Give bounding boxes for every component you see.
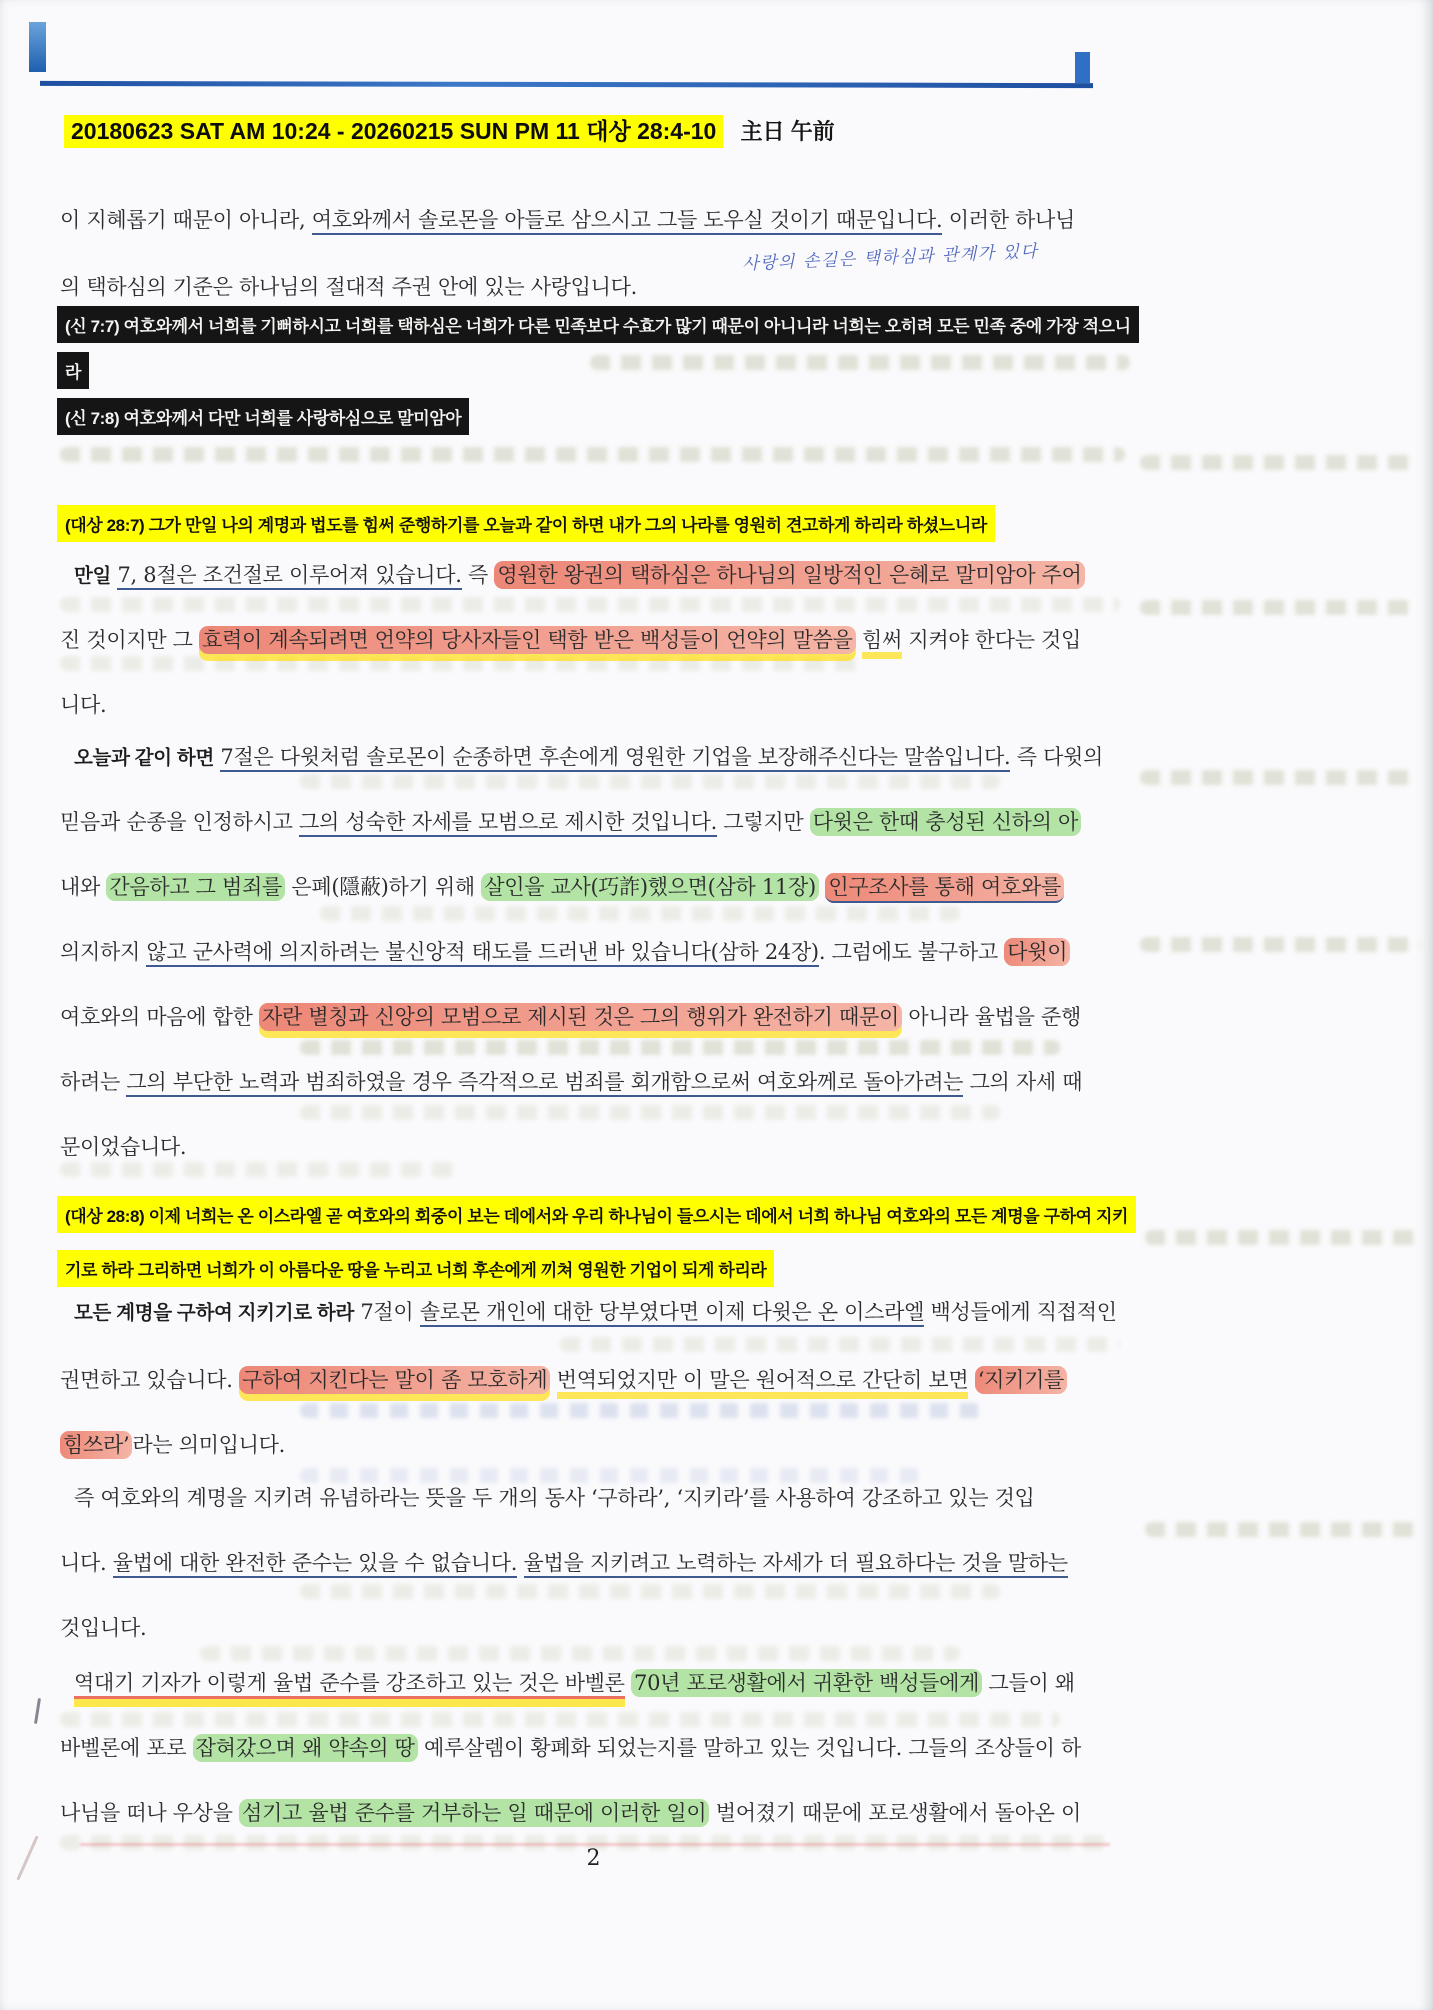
- text-segment: 아니라 율법을 준행: [901, 1005, 1081, 1029]
- paragraph-d-line-3: [60, 1430, 285, 1460]
- text-segment: 니다.: [60, 693, 107, 717]
- paragraph-e-line-2: [60, 1548, 1068, 1578]
- text-segment: 번역되었지만 이 말은 원어적으로 간단히 보면: [556, 1368, 969, 1392]
- text-segment: 문이었습니다.: [60, 1135, 187, 1159]
- text-segment: [550, 1368, 556, 1392]
- text-segment: 즉 다윗의: [1010, 745, 1104, 769]
- page-number: 2: [586, 1846, 601, 1871]
- bleed-through-ghost-text: [300, 1403, 990, 1418]
- text-segment: 역대기 기자가 이렇게 율법 준수를 강조하고 있는 것은 바벨론: [74, 1671, 625, 1699]
- text-segment: 잡혀갔으며 왜 약속의 땅: [193, 1734, 418, 1762]
- bleed-through-ghost-text: [320, 906, 960, 921]
- text-segment: 7절은 다윗처럼 솔로몬이 순종하면 후손에게 영원한 기업을 보장해주신다는 말씀입니다.: [220, 745, 1010, 772]
- text-segment: ‘지키기를: [975, 1366, 1067, 1394]
- handwritten-note: [742, 237, 1039, 275]
- text-segment: 내와: [60, 875, 107, 899]
- bleed-through-ghost-text: [1140, 600, 1415, 615]
- verse-1chr-28-7: [57, 505, 995, 542]
- text-segment: 의 택하심의 기준은 하나님의 절대적 주권 안에 있는 사랑입니다.: [60, 275, 638, 299]
- text-segment: 은폐(隱蔽)하기 위해: [285, 875, 482, 899]
- text-segment: 만일: [74, 565, 112, 587]
- text-segment: 모든 계명을 구하여 지키기로 하라: [74, 1302, 354, 1324]
- bleed-through-ghost-text: [1140, 770, 1415, 785]
- text-segment: 하려는: [60, 1070, 127, 1094]
- paragraph-c-line-7: [60, 1132, 186, 1162]
- bleed-through-ghost-text: [300, 1468, 920, 1483]
- text-segment: [517, 1551, 523, 1575]
- paragraph-a-line-1: [60, 205, 1075, 235]
- bleed-through-ghost-text: [560, 1337, 1120, 1352]
- paragraph-f-line-1: [74, 1668, 1075, 1698]
- text-segment: 율법에 대한 완전한 준수는 있을 수 없습니다.: [113, 1551, 517, 1578]
- paragraph-b-line-2: [60, 625, 1081, 655]
- text-segment: 여호와께서 솔로몬을 아들로 삼으시고 그들 도우실 것이기 때문입니다.: [312, 208, 943, 235]
- text-segment: 즉: [461, 563, 495, 587]
- text-segment: 의지하지: [60, 940, 147, 964]
- scanner-blue-bar: [29, 22, 46, 72]
- text-segment: 즉 여호와의 계명을 지키려 유념하라는 뜻을 두 개의 동사 ‘구하라’, ‘지키라’를 사용하여 강조하고 있는 것입: [74, 1486, 1035, 1510]
- paragraph-f-line-2: [60, 1733, 1081, 1763]
- text-segment: 힘써: [862, 628, 903, 652]
- text-segment: 그의 성숙한 자세를 모범으로 제시한 것입니다.: [299, 810, 717, 837]
- bleed-through-ghost-text: [60, 447, 1125, 462]
- text-segment: (대상 28:7) 그가 만일 나의 계명과 법도를 힘써 준행하기를 오늘과 같이 하면 내가 그의 나라를 영원히 견고하게 하리라 하셨느니라: [65, 516, 987, 535]
- paragraph-c-line-3: [60, 872, 1064, 902]
- scanner-blue-line: [40, 81, 1093, 88]
- text-segment: 이 지혜롭기 때문이 아니라,: [60, 208, 312, 232]
- paragraph-d-line-1: [74, 1297, 1117, 1327]
- header-service-label: 主日 午前: [740, 119, 835, 144]
- paragraph-e-line-1: [74, 1483, 1035, 1513]
- paragraph-b-line-1: [74, 560, 1085, 590]
- bleed-through-ghost-text: [200, 1646, 960, 1661]
- text-segment: 것입니다.: [60, 1616, 147, 1640]
- paragraph-c-line-4: [60, 937, 1070, 967]
- verse-deut-7-8: [57, 398, 469, 435]
- text-segment: 다윗이: [1004, 938, 1070, 966]
- text-segment: 니다.: [60, 1551, 113, 1575]
- text-segment: 진 것이지만 그: [60, 628, 200, 652]
- text-segment: 간음하고 그 범죄를: [106, 873, 285, 901]
- text-segment: 7절이: [354, 1300, 420, 1324]
- text-segment: 벌어졌기 때문에 포로생활에서 돌아온 이: [709, 1801, 1081, 1825]
- text-segment: 섬기고 율법 준수를 거부하는 일 때문에 이러한 일이: [239, 1799, 709, 1827]
- text-segment: 백성들에게 직접적인: [924, 1300, 1117, 1324]
- bleed-through-ghost-text: [1145, 1522, 1420, 1537]
- text-segment: 권면하고 있습니다.: [60, 1368, 240, 1392]
- text-segment: 솔로몬 개인에 대한 당부였다면 이제 다윗은 온 이스라엘: [420, 1300, 924, 1327]
- text-segment: 살인을 교사(巧詐)했으면(삼하 11장): [481, 873, 819, 901]
- bleed-through-ghost-text: [590, 355, 1130, 370]
- bleed-through-ghost-text: [60, 656, 860, 671]
- text-segment: 효력이 계속되려면 언약의 당사자들인 택함 받은 백성들이 언약의 말씀을: [199, 626, 856, 654]
- text-segment: (대상 28:8) 이제 너희는 온 이스라엘 곧 여호와의 회중이 보는 데에서와 우리 하나님이 들으시는 데에서 너희 하나님 여호와의 모든 계명을 구하여 지키: [65, 1207, 1129, 1226]
- text-segment: 사랑의 손길은 택하심과 관계가 있다: [741, 241, 1039, 275]
- text-segment: 지켜야 한다는 것입: [902, 628, 1082, 652]
- bleed-through-ghost-text: [300, 1040, 1060, 1055]
- text-segment: 기로 하라 그리하면 너희가 이 아름다운 땅을 누리고 너희 후손에게 끼쳐 영원한 기업이 되게 하리라: [65, 1261, 767, 1280]
- verse-1chr-28-8-line-2: [57, 1250, 774, 1287]
- text-segment: [968, 1368, 974, 1392]
- paragraph-c-line-1: [74, 742, 1103, 772]
- bleed-through-ghost-text: [1140, 937, 1420, 952]
- page-fold-mark: [16, 1835, 38, 1880]
- text-segment: 영원한 왕권의 택하심은 하나님의 일방적인 은혜로 말미암아 주어: [494, 561, 1084, 589]
- bleed-through-ghost-text: [300, 1105, 1000, 1120]
- paragraph-c-line-5: [60, 1002, 1081, 1032]
- text-segment: 힘쓰라’: [60, 1431, 132, 1459]
- text-segment: (신 7:8) 여호와께서 다만 너희를 사랑하심으로 말미암아: [65, 409, 462, 428]
- text-segment: 바벨론에 포로: [60, 1736, 193, 1760]
- bleed-through-ghost-text: [60, 1712, 1060, 1727]
- verse-deut-7-7: [57, 306, 1139, 343]
- scanner-blue-mark-right: [1075, 52, 1090, 83]
- paragraph-d-line-2: [60, 1365, 1067, 1395]
- paragraph-b-line-3: [60, 690, 106, 720]
- text-segment: 예루살렘이 황폐화 되었는지를 말하고 있는 것입니다. 그들의 조상들이 하: [417, 1736, 1082, 1760]
- text-segment: 오늘과 같이 하면: [74, 747, 214, 769]
- bleed-through-ghost-text: [300, 774, 1000, 789]
- verse-deut-7-7-wrap: [57, 352, 89, 389]
- text-segment: (신 7:7) 여호와께서 너희를 기뻐하시고 너희를 택하심은 너희가 다른 민족보다 수효가 많기 때문이 아니니라 너희는 오히려 모든 민족 중에 가장 적으니: [65, 317, 1131, 336]
- bleed-through-ghost-text: [60, 597, 1120, 612]
- text-segment: 그렇지만: [716, 810, 810, 834]
- text-segment: 그의 부단한 노력과 범죄하였을 경우 즉각적으로 범죄를 회개함으로써 여호와께로 돌아가려는: [126, 1070, 963, 1097]
- paragraph-e-line-3: [60, 1613, 146, 1643]
- text-segment: 다윗은 한때 충성된 신하의 아: [810, 808, 1081, 836]
- text-segment: 율법을 지키려고 노력하는 자세가 더 필요하다는 것을 말하는: [524, 1551, 1068, 1578]
- text-segment: 자란 별칭과 신앙의 모범으로 제시된 것은 그의 행위가 완전하기 때문이: [259, 1003, 902, 1031]
- text-segment: . 그럼에도 불구하고: [818, 940, 1005, 964]
- bleed-through-ghost-text: [1145, 1230, 1420, 1245]
- text-segment: 그들이 왜: [982, 1671, 1075, 1695]
- text-segment: 라: [65, 363, 82, 382]
- text-segment: 믿음과 순종을 인정하시고: [60, 810, 299, 834]
- verse-1chr-28-8-line-1: [57, 1196, 1136, 1233]
- text-segment: 라는 의미입니다.: [132, 1433, 285, 1457]
- text-segment: 구하여 지킨다는 말이 좀 모호하게: [239, 1366, 550, 1394]
- text-segment: 7, 8절은 조건절로 이루어져 있습니다.: [117, 563, 461, 590]
- paragraph-c-line-6: [60, 1067, 1082, 1097]
- header-date-range-highlight: 20180623 SAT AM 10:24 - 20260215 SUN PM 11 대상 28:4-10: [64, 115, 723, 148]
- text-segment: 그의 자세 때: [963, 1070, 1083, 1094]
- text-segment: 않고 군사력에 의지하려는 불신앙적 태도를 드러낸 바 있습니다(삼하 24장): [146, 940, 819, 967]
- paragraph-a-line-2: [60, 272, 637, 302]
- pen-mark: [34, 1698, 41, 1724]
- bleed-through-ghost-text: [60, 1162, 460, 1177]
- document-header: [64, 113, 835, 146]
- text-segment: 인구조사를 통해 여호와를: [825, 873, 1064, 903]
- text-segment: 70년 포로생활에서 귀환한 백성들에게: [631, 1669, 982, 1697]
- paragraph-f-line-3: [60, 1798, 1081, 1828]
- bleed-through-ghost-text: [1140, 455, 1415, 470]
- text-segment: 나님을 떠나 우상을: [60, 1801, 240, 1825]
- text-segment: 여호와의 마음에 합한: [60, 1005, 259, 1029]
- bleed-through-ghost-text: [300, 1584, 1000, 1599]
- paragraph-c-line-2: [60, 807, 1081, 837]
- text-segment: 이러한 하나님: [942, 208, 1076, 232]
